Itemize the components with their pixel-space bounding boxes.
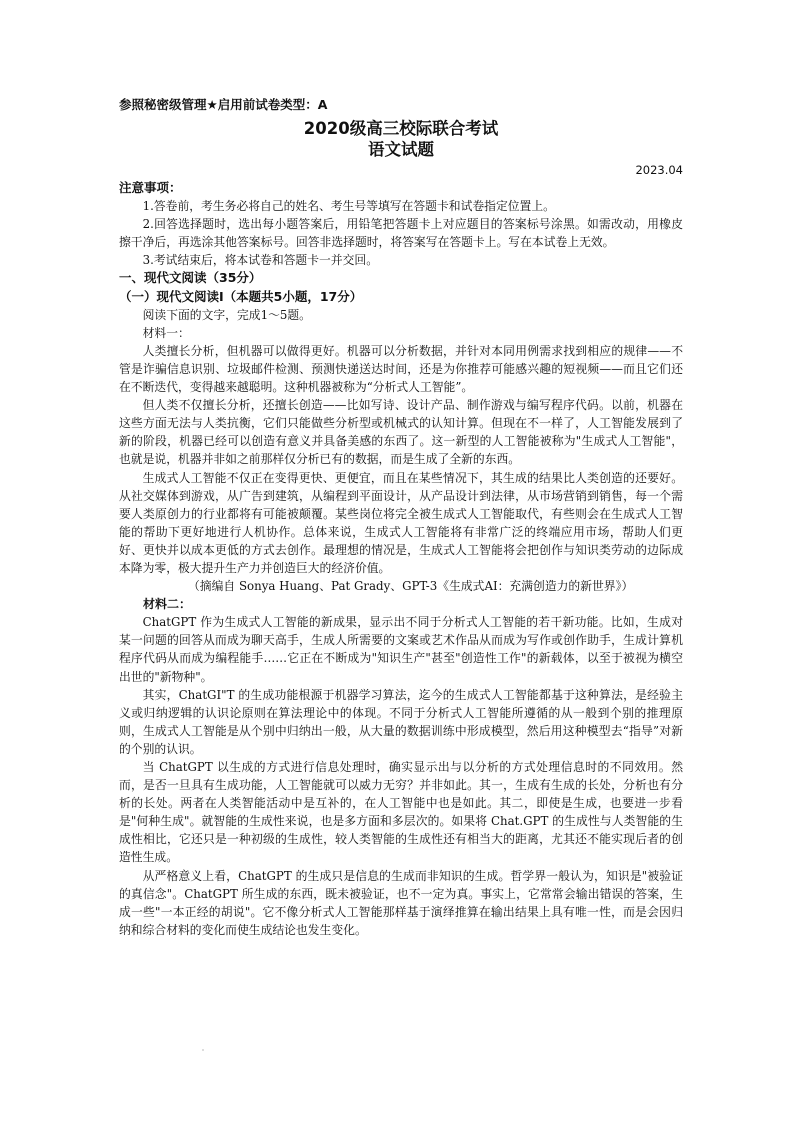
exam-page	[119, 96, 683, 939]
notes-heading: 注意事项：	[119, 180, 182, 195]
reading-instruction: 阅读下面的文字，完成1～5题。	[142, 307, 311, 322]
material-2-paragraph: 其实，ChatGI"T 的生成功能根源于机器学习算法，迄今的生成式人工智能都基于这种算法，是经验主义或归纳逻辑的认识论原则在算法理论中的体现。不同于分析式人工智能所遵循的从一般到个别的推理原则，生成式人工智能是从个别中归纳出一般，从大量的数据训练中形成模型，然后用这种模型去“指导”对新的个别的认识。	[119, 687, 683, 756]
note-item-3: 3.考试结束后，将本试卷和答题卡一并交回。	[142, 253, 378, 268]
exam-date: 2023.04	[635, 163, 683, 177]
exam-body	[119, 179, 683, 939]
exam-title: 2020级高三校际联合考试	[303, 119, 499, 138]
material-1-source: （摘编自 Sonya Huang、Pat Grady、GPT-3《生成式AI：充满创造力的新世界》）	[188, 579, 634, 594]
note-item-2: 2.回答选择题时，选出每小题答案后，用铅笔把答题卡上对应题目的答案标号涂黑。如需改动，用橡皮擦干净后，再选涂其他答案标号。回答非选择题时，将答案写在答题卡上。写在本试卷上无效。	[119, 217, 683, 250]
confidentiality-line: 参照秘密级管理★启用前试卷类型：A	[119, 97, 328, 112]
material-1-paragraph: 人类擅长分析，但机器可以做得更好。机器可以分析数据，并针对本同用例需求找到相应的规律——不管是诈骗信息识别、垃圾邮件检测、预测快递送达时间，还是为你推荐可能感兴趣的短视频——而且它们还在不断迭代，变得越来越聪明。这种机器被称为“分析式人工智能”。	[119, 343, 683, 395]
subsection-heading: （一）现代文阅读Ⅰ（本题共5小题，17分）	[119, 288, 363, 304]
material-1-paragraph: 但人类不仅擅长分析，还擅长创造——比如写诗、设计产品、制作游戏与编写程序代码。以前，机器在这些方面无法与人类抗衡，它们只能做些分析型或机械式的认知计算。但现在不一样了，人工智能发展到了新的阶段，机器已经可以创造有意义并具备美感的东西了。这一新型的人工智能被称为"生成式人工智能"，也就是说，机器并非如之前那样仅分析已有的数据，而是生成了全新的东西。	[119, 398, 683, 467]
scan-speck	[202, 1049, 204, 1051]
material-1-paragraph: 生成式人工智能不仅正在变得更快、更便宜，而且在某些情况下，其生成的结果比人类创造的还要好。从社交媒体到游戏，从广告到建筑，从编程到平面设计，从产品设计到法律，从市场营销到销售，每一个需要人类原创力的行业都将有可能被颠覆。某些岗位将完全被生成式人工智能取代，有些则会在生成式人工智能的帮助下更好地进行人机协作。总体来说，生成式人工智能将有非常广泛的终端应用市场，帮助人们更好、更快并以成本更低的方式去创作。最理想的情况是，生成式人工智能将会把创作与知识类劳动的边际成本降为零，极大提升生产力并创造巨大的经济价值。	[119, 470, 683, 575]
material-2-label: 材料二：	[143, 597, 192, 612]
material-2-paragraph: ChatGPT 作为生成式人工智能的新成果，显示出不同于分析式人工智能的若干新功能。比如，生成对某一问题的回答从而成为聊天高手，生成人所需要的文案或艺术作品从而成为写作或创作助手，生成计算机程序代码从而成为编程能手……它正在不断成为"知识生产"甚至"创造性工作"的新载体，以至于被视为横空出世的"新物种"。	[119, 615, 683, 684]
note-item-1: 1.答卷前，考生务必将自己的姓名、考生号等填写在答题卡和试卷指定位置上。	[142, 199, 555, 214]
section-heading: 一、现代文阅读（35分）	[119, 270, 262, 286]
material-1-label: 材料一：	[142, 325, 190, 340]
material-2-paragraph: 从严格意义上看，ChatGPT 的生成只是信息的生成而非知识的生成。哲学界一般认为，知识是"被验证的真信念"。ChatGPT 所生成的东西，既未被验证，也不一定为真。事实上，它常常会输出错误的答案，生成一些"一本正经的胡说"。它不像分析式人工智能那样基于演绎推算在输出结果上具有唯一性，而是会因归纳和综合材料的变化而使生成结论也发生变化。	[119, 868, 683, 937]
subject-title: 语文试题	[368, 140, 434, 159]
material-2-paragraph: 当 ChatGPT 以生成的方式进行信息处理时，确实显示出与以分析的方式处理信息时的不同效用。然而，是否一旦具有生成功能，人工智能就可以威力无穷？并非如此。其一，生成有生成的长处，分析也有分析的长处。两者在人类智能活动中是互补的，在人工智能中也是如此。其二，即使是生成，也要进一步看是"何种生成"。就智能的生成性来说，也是多方面和多层次的。如果将 Chat.GPT 的生成性与人类智能的生成性相比，它还只是一种初级的生成性，较人类智能的生成性还有相当大的距离，尤其还不能实现后者的创造性生成。	[119, 760, 683, 865]
